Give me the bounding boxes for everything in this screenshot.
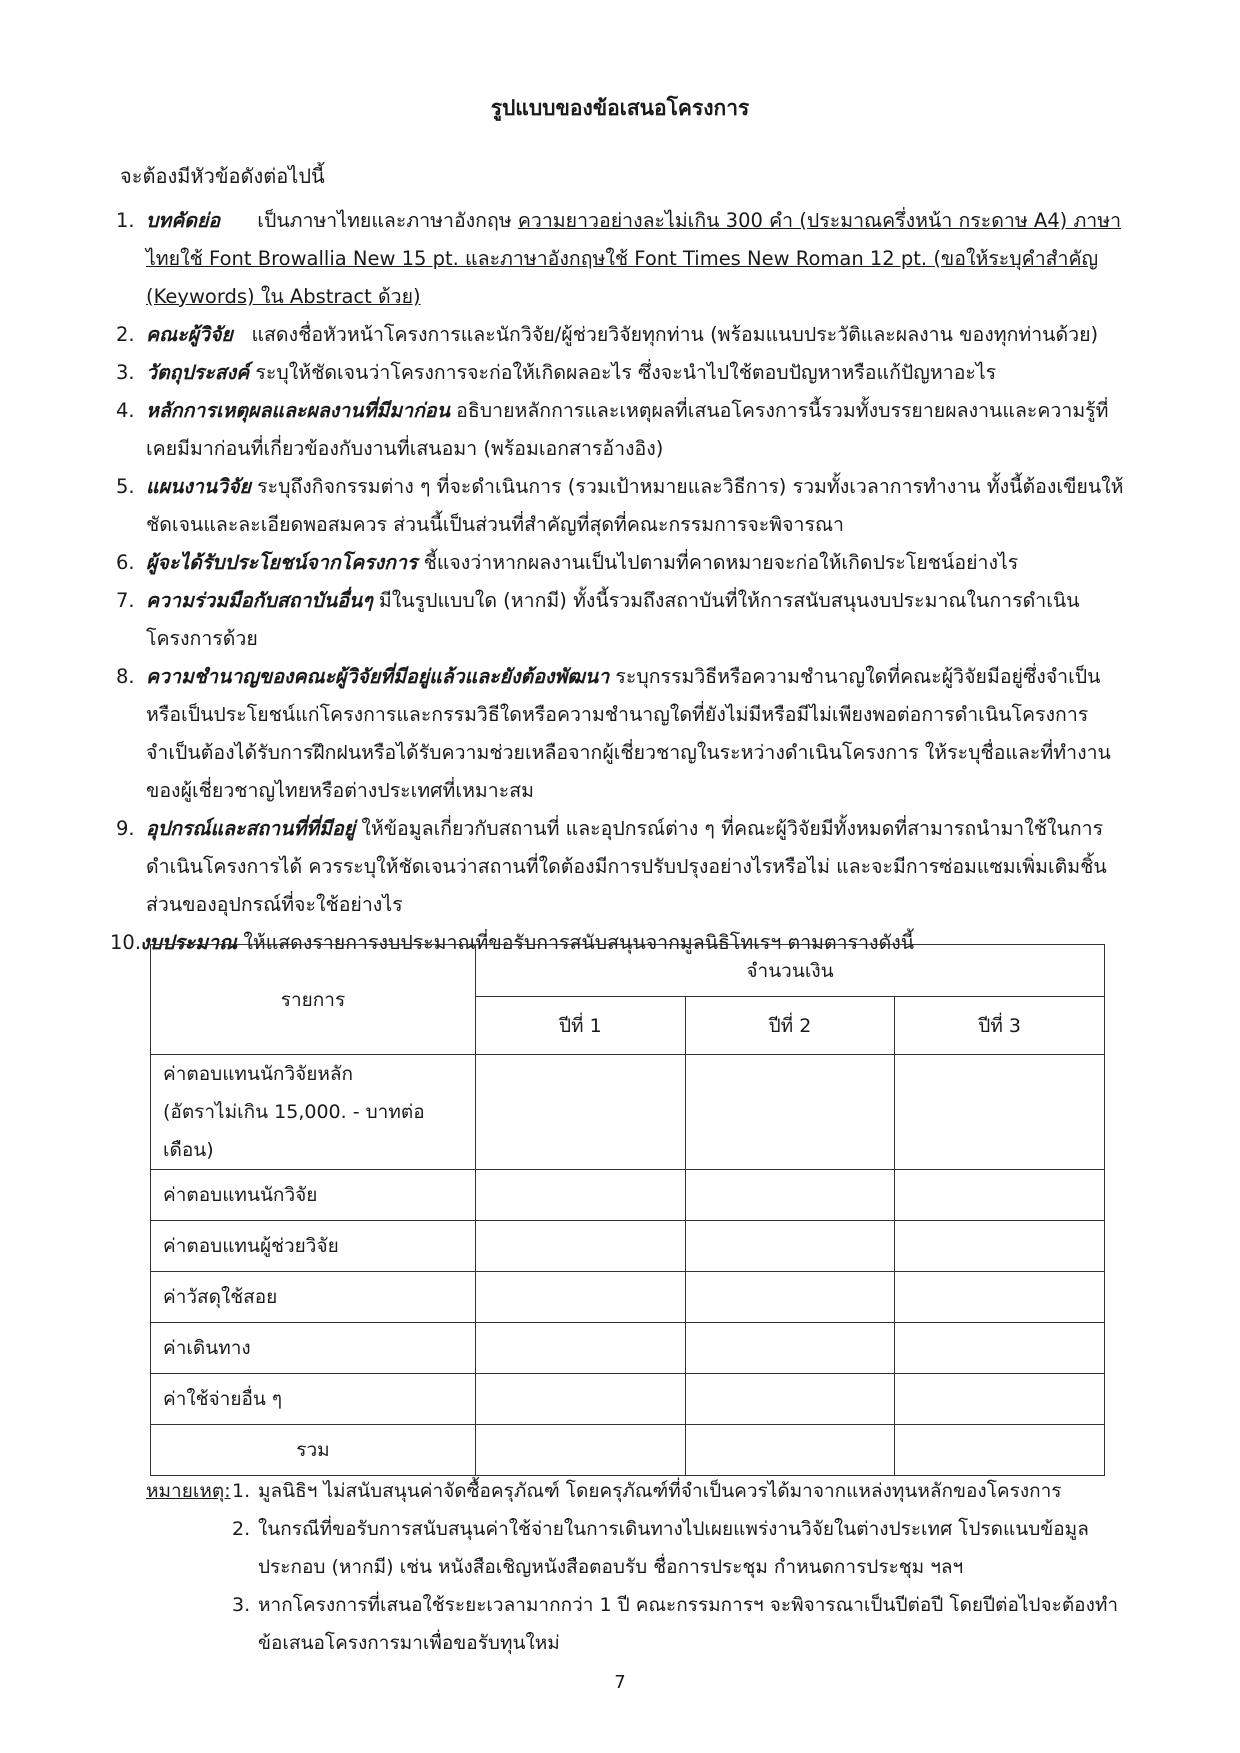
amount-cell xyxy=(476,1272,686,1323)
page-number: 7 xyxy=(614,1672,626,1693)
amount-cell xyxy=(895,1055,1105,1170)
item-heading: หลักการเหตุผลและผลงานที่มีมาก่อน xyxy=(146,399,450,422)
item-number: 2. xyxy=(116,323,135,346)
amount-cell xyxy=(685,1425,895,1476)
row-label: ค่าวัสดุใช้สอย xyxy=(151,1272,476,1323)
table-header-row xyxy=(151,945,1105,997)
note-item xyxy=(146,1510,1126,1586)
note-number: 1. xyxy=(232,1480,251,1502)
note-text: ในกรณีที่ขอรับการสนับสนุนค่าใช้จ่ายในการเดินทางไปเผยแพร่งานวิจัยในต่างประเทศ โปรดแนบข้อมูลประกอบ (หากมี) เช่น หนังสือเชิญหนังสือตอบรับ ชื่อการประชุม กำหนดการประชุม ฯลฯ xyxy=(258,1518,1089,1578)
item-number: 3. xyxy=(116,361,135,384)
amount-cell xyxy=(685,1374,895,1425)
list-item xyxy=(118,468,1133,544)
item-heading: ผู้จะได้รับประโยชน์จากโครงการ xyxy=(146,551,418,574)
notes-label: หมายเหตุ: xyxy=(146,1480,231,1502)
note-text: หากโครงการที่เสนอใช้ระยะเวลามากกว่า 1 ปี คณะกรรมการฯ จะพิจารณาเป็นปีต่อปี โดยปีต่อไปจะต้องทำข้อเสนอโครงการมาเพื่อขอรับทุนใหม่ xyxy=(258,1594,1119,1654)
intro-text: จะต้องมีหัวข้อดังต่อไปนี้ xyxy=(120,164,325,188)
list-item xyxy=(118,354,1133,392)
row-label xyxy=(151,1055,476,1170)
item-heading: ความร่วมมือกับสถาบันอื่นๆ xyxy=(146,589,373,612)
table-row xyxy=(151,1055,1105,1170)
row-label-line: (อัตราไม่เกิน 15,000. - บาทต่อเดือน) xyxy=(163,1101,425,1161)
amount-cell xyxy=(685,1272,895,1323)
row-label: ค่าตอบแทนผู้ช่วยวิจัย xyxy=(151,1221,476,1272)
amount-cell xyxy=(685,1323,895,1374)
notes-section xyxy=(146,1472,1126,1662)
item-heading: แผนงานวิจัย xyxy=(146,475,251,498)
item-number: 8. xyxy=(116,665,135,688)
list-item xyxy=(118,544,1133,582)
table-total-row xyxy=(151,1425,1105,1476)
note-item xyxy=(146,1472,1126,1510)
item-text: ระบุกรรมวิธีหรือความชำนาญใดที่คณะผู้วิจัยมีอยู่ซึ่งจำเป็นหรือเป็นประโยชน์แก่โครงการและกรรมวิธีใดหรือความชำนาญใดที่ยังไม่มีหรือมีไม่เพียงพอต่อการดำเนินโครงการจำเป็นต้องได้รับการฝึกฝนหรือได้รับความช่วยเหลือจากผู้เชี่ยวชาญในระหว่างดำเนินโครงการ ให้ระบุชื่อและที่ทำงานของผู้เชี่ยวชาญไทยหรือต่างประเทศที่เหมาะสม xyxy=(146,665,1111,802)
item-heading: อุปกรณ์และสถานที่ที่มีอยู่ xyxy=(146,817,356,840)
list-item xyxy=(118,582,1133,658)
amount-cell xyxy=(476,1221,686,1272)
amount-cell xyxy=(476,1374,686,1425)
column-header-year-2: ปีที่ 2 xyxy=(685,997,895,1055)
row-label: ค่าเดินทาง xyxy=(151,1323,476,1374)
item-heading: งบประมาณ xyxy=(140,931,238,954)
budget-table xyxy=(150,944,1105,1476)
table-row xyxy=(151,1374,1105,1425)
list-item xyxy=(118,316,1133,354)
item-number: 1. xyxy=(116,209,135,232)
total-label: รวม xyxy=(151,1425,476,1476)
amount-cell xyxy=(895,1272,1105,1323)
item-heading: บทคัดย่อ xyxy=(146,209,221,232)
row-label: ค่าตอบแทนนักวิจัย xyxy=(151,1170,476,1221)
list-item xyxy=(118,202,1133,316)
item-text: เป็นภาษาไทยและภาษาอังกฤษ xyxy=(257,209,512,232)
item-text: ชี้แจงว่าหากผลงานเป็นไปตามที่คาดหมายจะก่อให้เกิดประโยชน์อย่างไร xyxy=(423,551,1019,574)
item-text: ระบุถึงกิจกรรมต่าง ๆ ที่จะดำเนินการ (รวมเป้าหมายและวิธีการ) รวมทั้งเวลาการทำงาน ทั้งนี้ต้องเขียนให้ชัดเจนและละเอียดพอสมควร ส่วนนี้เป็นส่วนที่สำคัญที่สุดที่คณะกรรมการจะพิจารณา xyxy=(146,475,1124,536)
amount-cell xyxy=(895,1170,1105,1221)
note-text: มูลนิธิฯ ไม่สนับสนุนค่าจัดซื้อครุภัณฑ์ โดยครุภัณฑ์ที่จำเป็นควรได้มาจากแหล่งทุนหลักของโครงการ xyxy=(258,1480,1062,1502)
note-number: 2. xyxy=(232,1518,251,1540)
column-header-amount: จำนวนเงิน xyxy=(476,945,1105,997)
amount-cell xyxy=(895,1323,1105,1374)
table-row xyxy=(151,1323,1105,1374)
column-header-year-3: ปีที่ 3 xyxy=(895,997,1105,1055)
list-item xyxy=(118,658,1133,810)
item-text: ให้แสดงรายการงบประมาณที่ขอรับการสนับสนุนจากมูลนิธิโทเรฯ ตามตารางดังนี้ xyxy=(243,931,915,954)
item-heading: วัตถุประสงค์ xyxy=(146,361,250,384)
amount-cell xyxy=(895,1425,1105,1476)
list-item xyxy=(118,810,1133,924)
item-number: 5. xyxy=(116,475,135,498)
amount-cell xyxy=(476,1323,686,1374)
amount-cell xyxy=(476,1170,686,1221)
row-label-line: ค่าตอบแทนนักวิจัยหลัก xyxy=(163,1063,354,1085)
item-text: อธิบายหลักการและเหตุผลที่เสนอโครงการนี้รวมทั้งบรรยายผลงานและความรู้ที่เคยมีมาก่อนที่เกี่ยวข้องกับงานที่เสนอมา (พร้อมเอกสารอ้างอิง) xyxy=(146,399,1109,460)
item-heading: ความชำนาญของคณะผู้วิจัยที่มีอยู่แล้วและยังต้องพัฒนา xyxy=(146,665,610,688)
item-number: 4. xyxy=(116,399,135,422)
table-row xyxy=(151,1221,1105,1272)
row-label: ค่าใช้จ่ายอื่น ๆ xyxy=(151,1374,476,1425)
amount-cell xyxy=(476,1055,686,1170)
page-title: รูปแบบของข้อเสนอโครงการ xyxy=(490,96,750,120)
item-number: 9. xyxy=(116,817,135,840)
item-number: 7. xyxy=(116,589,135,612)
amount-cell xyxy=(685,1221,895,1272)
note-number: 3. xyxy=(232,1594,251,1616)
amount-cell xyxy=(895,1221,1105,1272)
amount-cell xyxy=(685,1170,895,1221)
column-header-item: รายการ xyxy=(151,945,476,1055)
item-text: ระบุให้ชัดเจนว่าโครงการจะก่อให้เกิดผลอะไร ซึ่งจะนำไปใช้ตอบปัญหาหรือแก้ปัญหาอะไร xyxy=(255,361,997,384)
note-item xyxy=(146,1586,1126,1662)
item-heading: คณะผู้วิจัย xyxy=(146,323,233,346)
list-item xyxy=(118,392,1133,468)
item-underlined-text: ความยาวอย่างละไม่เกิน 300 คำ (ประมาณครึ่งหน้า กระดาษ A4) ภาษาไทยใช้ Font Browallia New 15 pt. และภาษาอังกฤษใช้ Font Times New Roman 12 pt. (ขอให้ระบุคำสำคัญ (Keywords) ใน Abstract ด้วย) xyxy=(146,209,1122,308)
column-header-year-1: ปีที่ 1 xyxy=(476,997,686,1055)
section-list xyxy=(110,202,1133,962)
amount-cell xyxy=(895,1374,1105,1425)
table-row xyxy=(151,1272,1105,1323)
amount-cell xyxy=(685,1055,895,1170)
item-text: แสดงชื่อหัวหน้าโครงการและนักวิจัย/ผู้ช่วยวิจัยทุกท่าน (พร้อมแนบประวัติและผลงาน ของทุกท่านด้วย) xyxy=(251,323,1099,346)
item-text: ให้ข้อมูลเกี่ยวกับสถานที่ และอุปกรณ์ต่าง ๆ ที่คณะผู้วิจัยมีทั้งหมดที่สามารถนำมาใช้ในการดำเนินโครงการได้ ควรระบุให้ชัดเจนว่าสถานที่ใดต้องมีการปรับปรุงอย่างไรหรือไม่ และจะมีการซ่อมแซมเพิ่มเติมชิ้นส่วนของอุปกรณ์ที่จะใช้อย่างไร xyxy=(146,817,1107,916)
item-text: มีในรูปแบบใด (หากมี) ทั้งนี้รวมถึงสถาบันที่ให้การสนับสนุนงบประมาณในการดำเนินโครงการด้วย xyxy=(146,589,1080,650)
item-number: 10. xyxy=(110,931,142,954)
item-number: 6. xyxy=(116,551,135,574)
table-row xyxy=(151,1170,1105,1221)
amount-cell xyxy=(476,1425,686,1476)
